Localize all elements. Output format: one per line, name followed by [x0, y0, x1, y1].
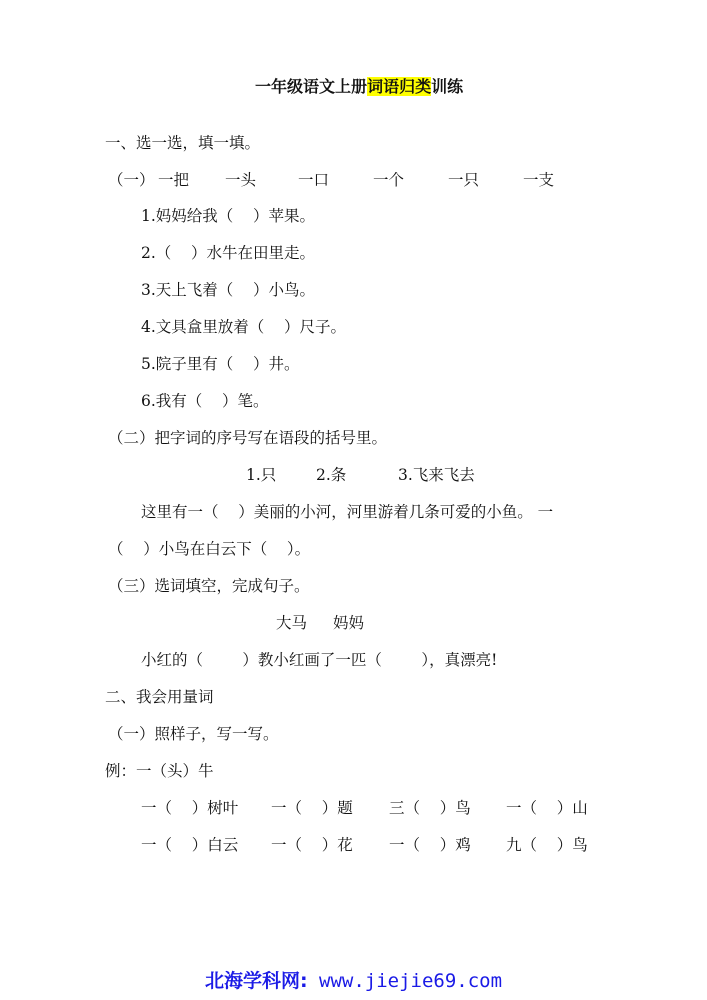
sec1-label: （一）: [108, 171, 155, 189]
sec2-passage-line-1: 这里有一（ ）美丽的小河，河里游着几条可爱的小鱼。 一: [141, 503, 554, 521]
title-suffix: 训练: [431, 77, 464, 96]
title-highlight: 词语归类: [367, 77, 432, 96]
sec1-item-3: 3.天上飞着（ ）小鸟。: [141, 281, 315, 299]
sec2-option-2: 2.条: [316, 466, 347, 484]
sec2-heading: （二）把字词的序号写在语段的括号里。: [108, 429, 388, 447]
sec3-option-1: 大马: [276, 614, 308, 632]
option-yizhi-pen: 一支: [523, 171, 555, 189]
sec2-option-3: 3.飞来飞去: [398, 466, 475, 484]
sec1-item-4: 4.文具盒里放着（ ）尺子。: [141, 318, 346, 336]
page-title: [0, 57, 707, 97]
option-yige: 一个: [373, 171, 405, 189]
sec1-item-5: 5.院子里有（ ）井。: [141, 355, 300, 373]
title-prefix: 一年级语文上册: [255, 77, 368, 96]
measure-item: 一（ ）鸡: [389, 836, 471, 854]
measure-item: 九（ ）鸟: [506, 836, 588, 854]
part1-heading: 一、选一选，填一填。: [105, 134, 261, 152]
sec3-heading: （三）选词填空，完成句子。: [108, 577, 310, 595]
sec3-sentence: 小红的（ ）教小红画了一匹（ ），真漂亮!: [141, 651, 498, 669]
sec3-option-2: 妈妈: [333, 614, 365, 632]
measure-item: 一（ ）山: [506, 799, 588, 817]
footer-url: www.jiejie69.com: [307, 970, 503, 992]
sec1-item-6: 6.我有（ ）笔。: [141, 392, 269, 410]
option-yitou: 一头: [225, 171, 257, 189]
footer-watermark: [0, 966, 707, 993]
option-yiba: 一把: [158, 171, 190, 189]
measure-item: 一（ ）白云: [141, 836, 239, 854]
sec2-passage-line-2: （ ）小鸟在白云下（ ）。: [108, 540, 311, 558]
option-yikou: 一口: [298, 171, 330, 189]
sec1-item-2: 2.（ ）水牛在田里走。: [141, 244, 315, 262]
footer-site: 北海学科网:: [204, 970, 308, 992]
sec2-option-1: 1.只: [246, 466, 277, 484]
measure-item: 一（ ）树叶: [141, 799, 239, 817]
option-yizhi: 一只: [448, 171, 480, 189]
part2-example: 例：一（头）牛: [105, 762, 214, 780]
part2-sub: （一）照样子，写一写。: [108, 725, 279, 743]
measure-item: 一（ ）花: [271, 836, 353, 854]
measure-item: 三（ ）鸟: [389, 799, 471, 817]
sec1-item-1: 1.妈妈给我（ ）苹果。: [141, 207, 315, 225]
measure-item: 一（ ）题: [271, 799, 353, 817]
part2-heading: 二、我会用量词: [105, 688, 214, 706]
